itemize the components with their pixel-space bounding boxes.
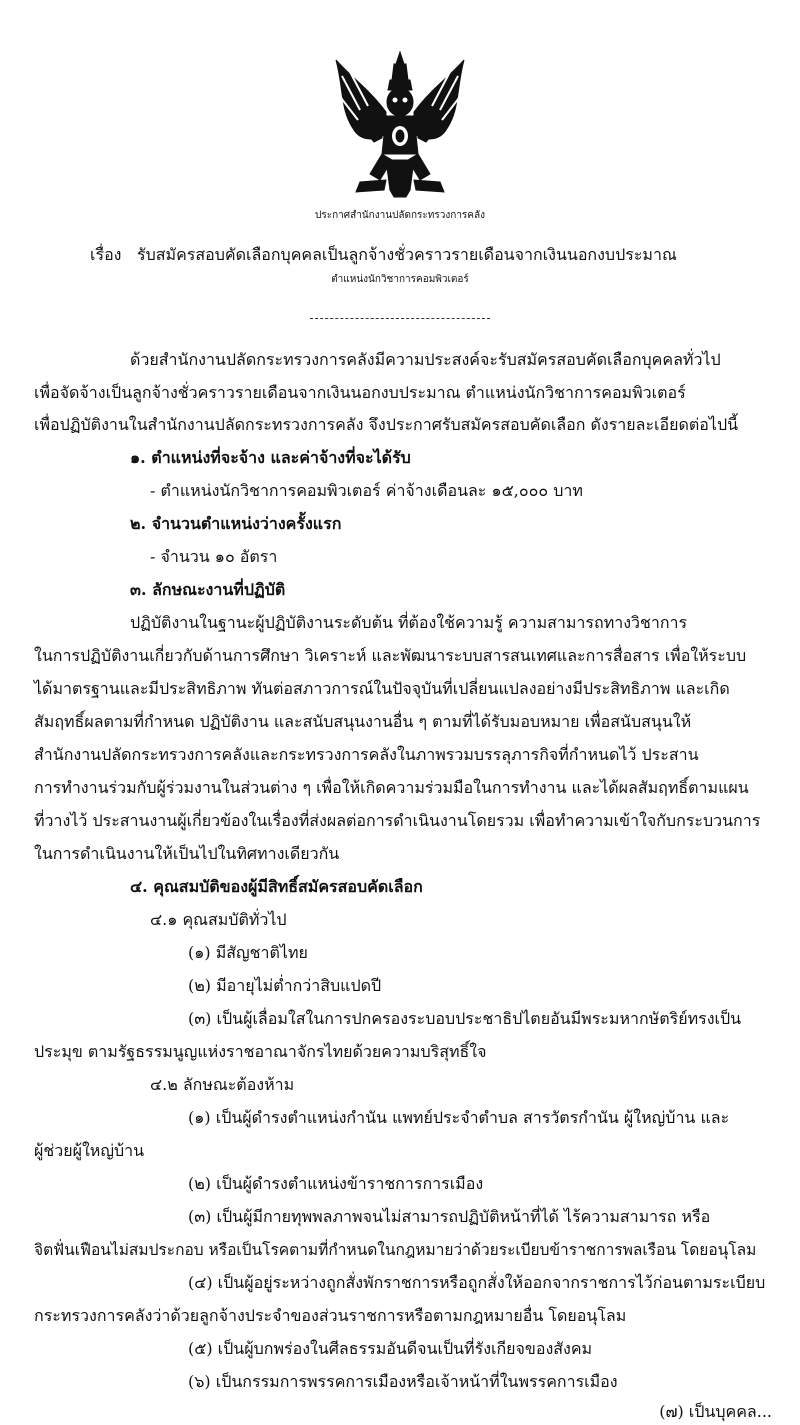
prohibition-2: (๒) เป็นผู้ดำรงตำแหน่งข้าราชการการเมือง (188, 1174, 484, 1193)
section-3-line-6: การทำงานร่วมกับผู้ร่วมงานในส่วนต่าง ๆ เพื่อให้เกิดความร่วมมือในการทำงาน และได้ผลสัมฤทธิ์ตามแผน (34, 778, 749, 797)
qualification-3b: ประมุข ตามรัฐธรรมนูญแห่งราชอาณาจักรไทยด้วยความบริสุทธิ์ใจ (34, 1042, 487, 1061)
section-2-heading: ๒. จำนวนตำแหน่งว่างครั้งแรก (130, 514, 342, 533)
section-3-line-8: ในการดำเนินงานให้เป็นไปในทิศทางเดียวกัน (34, 844, 340, 863)
header-divider (310, 318, 490, 319)
section-4-1-heading: ๔.๑ คุณสมบัติทั่วไป (150, 910, 287, 929)
qualification-1: (๑) มีสัญชาติไทย (188, 943, 308, 962)
prohibition-1a: (๑) เป็นผู้ดำรงตำแหน่งกำนัน แพทย์ประจำตำบล สารวัตรกำนัน ผู้ใหญ่บ้าน และ (188, 1108, 730, 1127)
qualification-3a: (๓) เป็นผู้เลื่อมใสในการปกครองระบอบประชาธิปไตยอันมีพระมหากษัตริย์ทรงเป็น (188, 1009, 742, 1028)
section-4-heading: ๔. คุณสมบัติของผู้มีสิทธิ์สมัครสอบคัดเลือก (130, 877, 423, 896)
section-1-item: - ตำแหน่งนักวิชาการคอมพิวเตอร์ ค่าจ้างเดือนละ ๑๕,๐๐๐ บาท (150, 481, 583, 500)
position-title: ตำแหน่งนักวิชาการคอมพิวเตอร์ (331, 274, 469, 285)
announcement-title: ประกาศสำนักงานปลัดกระทรวงการคลัง (314, 210, 486, 221)
prohibition-6: (๖) เป็นกรรมการพรรคการเมืองหรือเจ้าหน้าที่ในพรรคการเมือง (188, 1372, 618, 1391)
continuation-note: (๗) เป็นบุคคล... (659, 1402, 772, 1421)
subject-label: เรื่อง (90, 245, 122, 264)
prohibition-1b: ผู้ช่วยผู้ใหญ่บ้าน (34, 1141, 145, 1160)
section-3-line-3: ได้มาตรฐานและมีประสิทธิภาพ ทันต่อสภาวการณ์ในปัจจุบันที่เปลี่ยนแปลงอย่างมีประสิทธิภาพ และเกิด (34, 679, 730, 698)
intro-line-3: เพื่อปฏิบัติงานในสำนักงานปลัดกระทรวงการคลัง จึงประกาศรับสมัครสอบคัดเลือก ดังรายละเอียดต่อไปนี้ (34, 415, 739, 434)
subject-text: รับสมัครสอบคัดเลือกบุคคลเป็นลูกจ้างชั่วคราวรายเดือนจากเงินนอกงบประมาณ (137, 245, 677, 264)
prohibition-3a: (๓) เป็นผู้มีกายทุพพลภาพจนไม่สามารถปฏิบัติหน้าที่ได้ ไร้ความสามารถ หรือ (188, 1207, 711, 1226)
intro-line-1: ด้วยสำนักงานปลัดกระทรวงการคลังมีความประสงค์จะรับสมัครสอบคัดเลือกบุคคลทั่วไป (130, 350, 721, 369)
section-3-line-4: สัมฤทธิ์ผลตามที่กำหนด ปฏิบัติงาน และสนับสนุนงานอื่น ๆ ตามที่ได้รับมอบหมาย เพื่อสนับสนุนให้ (34, 712, 692, 731)
section-4-2-heading: ๔.๒ ลักษณะต้องห้าม (150, 1075, 295, 1094)
section-3-line-2: ในการปฏิบัติงานเกี่ยวกับด้านการศึกษา วิเคราะห์ และพัฒนาระบบสารสนเทศและการสื่อสาร เพื่อให้ระบบ (34, 646, 747, 665)
section-3-line-1: ปฏิบัติงานในฐานะผู้ปฏิบัติงานระดับต้น ที่ต้องใช้ความรู้ ความสามารถทางวิชาการ (130, 613, 688, 632)
intro-line-2: เพื่อจัดจ้างเป็นลูกจ้างชั่วคราวรายเดือนจากเงินนอกงบประมาณ ตำแหน่งนักวิชาการคอมพิวเตอร์ (34, 383, 686, 402)
section-2-item: - จำนวน ๑๐ อัตรา (150, 547, 278, 566)
prohibition-4b: กระทรวงการคลังว่าด้วยลูกจ้างประจำของส่วนราชการหรือตามกฎหมายอื่น โดยอนุโลม (34, 1306, 627, 1325)
prohibition-3b: จิตฟั่นเฟือนไม่สมประกอบ หรือเป็นโรคตามที่กำหนดในกฎหมายว่าด้วยระเบียบข้าราชการพลเรือน โดยอนุโลม (34, 1241, 757, 1259)
section-3-line-7: ที่วางไว้ ประสานงานผู้เกี่ยวข้องในเรื่องที่ส่งผลต่อการดำเนินงานโดยรวม เพื่อทำความเข้าใจกับกระบวนการ (34, 811, 761, 830)
garuda-emblem-icon (330, 50, 470, 198)
prohibition-4a: (๔) เป็นผู้อยู่ระหว่างถูกสั่งพักราชการหรือถูกสั่งให้ออกจากราชการไว้ก่อนตามระเบียบ (188, 1273, 766, 1292)
section-3-line-5: สำนักงานปลัดกระทรวงการคลังและกระทรวงการคลังในภาพรวมบรรลุภารกิจที่กำหนดไว้ ประสาน (34, 745, 699, 764)
prohibition-5: (๕) เป็นผู้บกพร่องในศีลธรรมอันดีจนเป็นที่รังเกียจของสังคม (188, 1339, 593, 1358)
section-1-heading: ๑. ตำแหน่งที่จะจ้าง และค่าจ้างที่จะได้รับ (130, 448, 411, 467)
qualification-2: (๒) มีอายุไม่ต่ำกว่าสิบแปดปี (188, 976, 382, 995)
section-3-heading: ๓. ลักษณะงานที่ปฏิบัติ (130, 580, 286, 599)
